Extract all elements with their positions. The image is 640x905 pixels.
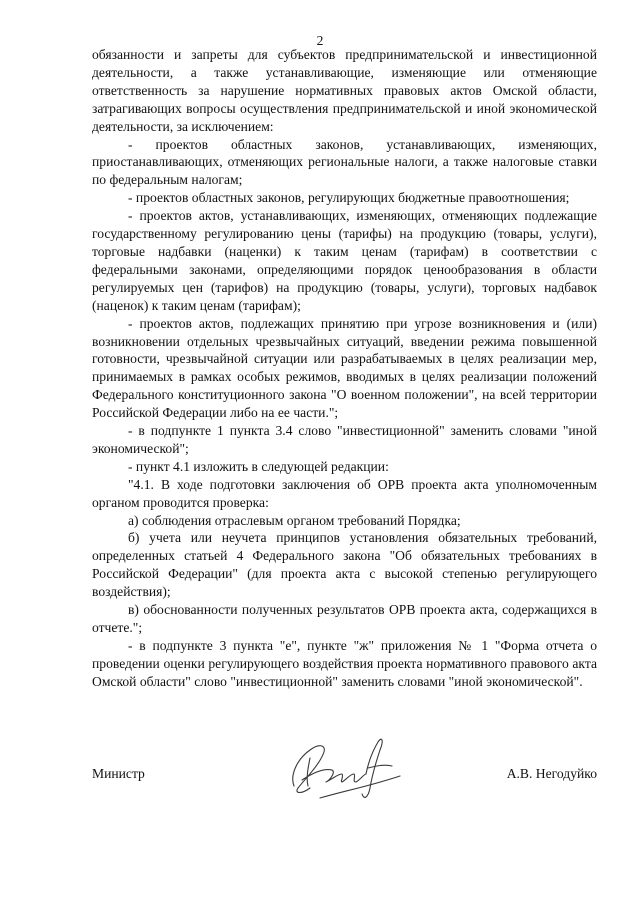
- paragraph-4-1-text: "4.1. В ходе подготовки заключения об ОРВ проекта акта уполномоченным органом проводится проверка:: [92, 476, 597, 510]
- paragraph-exception-tax-laws: - проектов областных законов, устанавливающих, изменяющих, приостанавливающих, отменяющих региональные налоги, а также налоговые ставки по федеральным налогам;: [92, 136, 597, 188]
- paragraph-amend-3-4: - в подпункте 1 пункта 3.4 слово "инвестиционной" заменить словами "иной экономической";: [92, 423, 597, 456]
- paragraph-amend-4-1: - пункт 4.1 изложить в следующей редакции:: [128, 458, 389, 474]
- paragraph-item-c: в) обоснованности полученных результатов ОРВ проекта акта, содержащихся в отчете.";: [92, 602, 597, 635]
- signatory-position: Министр: [92, 766, 145, 781]
- paragraph-item-a: а) соблюдения отраслевым органом требований Порядка;: [128, 512, 461, 528]
- signature-block: [92, 766, 597, 786]
- paragraph-continuation: обязанности и запреты для субъектов предпринимательской и инвестиционной деятельности, а также устанавливающие, изменяющие или отменяющие ответственность за нарушение нормативных правовых актов Омской области, затрагивающих вопросы осуществления предпринимательской и иной экономической деятельности, за исключением:: [92, 47, 597, 134]
- paragraph-exception-tariffs: - проектов актов, устанавливающих, изменяющих, отменяющих подлежащие государственному регулированию цены (тарифы) на продукцию (товары, услуги), торговые надбавки (наценки) к таким ценам (тарифам) в соответствии с федеральными законами, определяющими порядок ценообразования в области регулируемых цен (тарифов) на продукцию (товары, услуги), торговых надбавок (наценок) к таким ценам (тарифам);: [92, 208, 597, 313]
- signatory-name: А.В. Негодуйко: [506, 766, 597, 781]
- paragraph-amend-appendix: - в подпункте 3 пункта "е", пункте "ж" приложения № 1 "Форма отчета о проведении оценки регулирующего воздействия проекта нормативного правового акта Омской области" слово "инвестиционной" заменить словами "иной экономической".: [92, 637, 597, 689]
- paragraph-item-b: б) учета или неучета принципов установления обязательных требований, определенных статьей 4 Федерального закона "Об обязательных требованиях в Российской Федерации" (для проекта акта с высокой степенью регулирующего воздействия);: [92, 530, 597, 600]
- paragraph-exception-budget-laws: - проектов областных законов, регулирующих бюджетные правоотношения;: [128, 190, 570, 206]
- document-body: [92, 46, 597, 691]
- paragraph-exception-emergency: - проектов актов, подлежащих принятию при угрозе возникновения и (или) возникновении отдельных чрезвычайных ситуаций, введении режима повышенной готовности, чрезвычайной ситуации или разрабатываемых в целях реализации мер, принимаемых в рамках особых режимов, вводимых в целях реализации положений Федерального конституционного закона "О военном положении", на всей территории Российской Федерации либо на ее части.";: [92, 315, 597, 421]
- page-number: 2: [316, 33, 324, 48]
